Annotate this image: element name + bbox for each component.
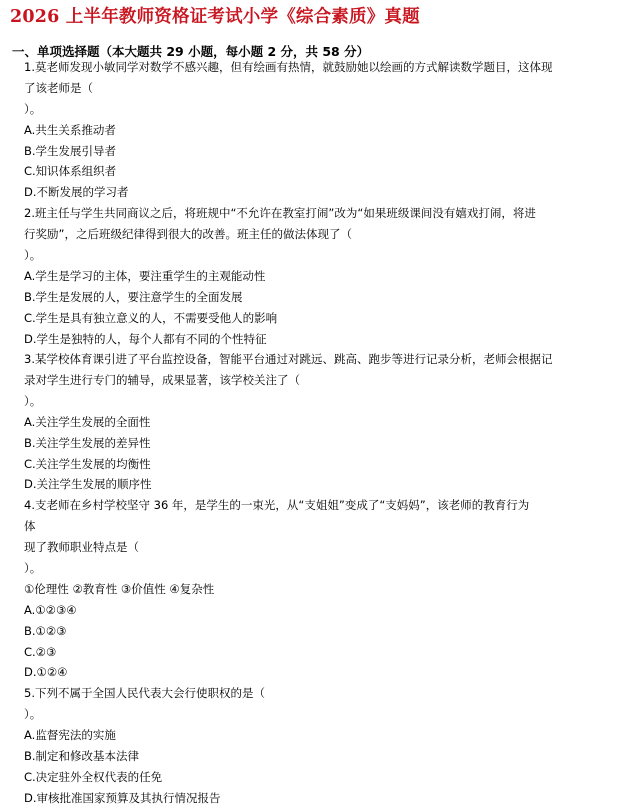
- text-line: 3.某学校体育课引进了平台监控设备，智能平台通过对跳远、跳高、跑步等进行记录分析，老师会根据记: [24, 352, 553, 367]
- option-line: B.关注学生发展的差异性: [24, 436, 151, 451]
- option-line: B.制定和修改基本法律: [24, 749, 140, 763]
- option-line: A.学生是学习的主体，要注重学生的主观能动性: [24, 268, 266, 283]
- option-line: B.学生是发展的人，要注意学生的全面发展: [24, 289, 243, 304]
- option-line: A.关注学生发展的全面性: [24, 415, 151, 430]
- text-line: 现了教师职业特点是（: [24, 540, 139, 555]
- option-line: C.知识体系组织者: [24, 164, 117, 179]
- option-line: A.共生关系推动者: [24, 122, 116, 137]
- option-line: A.监督宪法的实施: [24, 728, 116, 743]
- text-line: 了该老师是（: [24, 80, 93, 95]
- text-line: 2.班主任与学生共同商议之后，将班规中“不允许在教室打闹”改为“如果班级课间没有嬉戏打闹，将进: [24, 206, 536, 221]
- text-line: ）。: [24, 560, 42, 575]
- option-line: D.学生是独特的人，每个人都有不同的个性特征: [24, 331, 267, 346]
- text-line: ①伦理性 ②教育性 ③价值性 ④复杂性: [24, 581, 215, 596]
- text-line: 1.莫老师发现小敏同学对数学不感兴趣，但有绘画有热情，就鼓励她以绘画的方式解读数学题目，这体现: [24, 60, 553, 74]
- option-line: D.审核批准国家预算及其执行情况报告: [24, 790, 221, 805]
- text-line: 录对学生进行专门的辅导，成果显著，该学校关注了（: [24, 373, 300, 388]
- option-line: C.决定驻外全权代表的任免: [24, 769, 163, 784]
- text-line: 体: [24, 519, 36, 534]
- section-heading: 一、单项选择题（本大题共 29 小题，每小题 2 分，共 58 分）: [12, 44, 370, 59]
- text-line: ）。: [24, 248, 42, 263]
- question-content: [24, 57, 584, 809]
- option-line: C.关注学生发展的均衡性: [24, 456, 151, 471]
- option-line: C.学生是具有独立意义的人，不需要受他人的影响: [24, 310, 278, 325]
- option-line: D.①②④: [24, 665, 68, 680]
- option-line: C.②③: [24, 644, 57, 659]
- text-line: 5.下列不属于全国人民代表大会行使职权的是（: [24, 686, 265, 701]
- option-line: B.①②③: [24, 623, 67, 638]
- option-line: D.不断发展的学习者: [24, 185, 129, 200]
- text-line: ）。: [24, 101, 42, 116]
- text-line: 行奖励”，之后班级纪律得到很大的改善。班主任的做法体现了（: [24, 227, 352, 242]
- text-line: ）。: [24, 394, 42, 409]
- option-line: D.关注学生发展的顺序性: [24, 477, 152, 492]
- option-line: B.学生发展引导者: [24, 143, 117, 158]
- option-line: A.①②③④: [24, 602, 77, 617]
- text-line: ）。: [24, 707, 42, 722]
- text-line: 4.支老师在乡村学校坚守 36 年，是学生的一束光，从“支姐姐”变成了“支妈妈”，该老师的教育行为: [24, 498, 530, 513]
- page-title: 2026 上半年教师资格证考试小学《综合素质》真题: [10, 7, 420, 27]
